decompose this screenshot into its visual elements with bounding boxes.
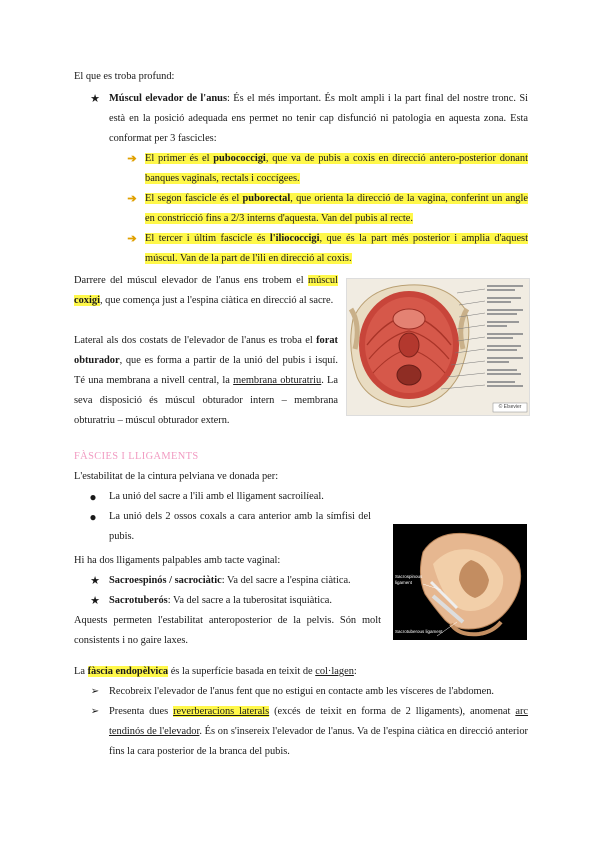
arrow-bullet-icon: ➔ <box>127 193 137 205</box>
endopelvic-term: fàscia endopèlvica <box>87 666 169 677</box>
levator-item-2-pre: El segon fascicle és el <box>145 193 243 204</box>
levator-item-3-term: l'iliococcigi <box>269 233 320 244</box>
endopelvic-mid: és la superfície basada en teixit de <box>168 666 316 677</box>
coccygeus-term-a: múscul <box>307 275 338 286</box>
endopelvic-colagen-term: col·lagen <box>315 666 354 677</box>
endopelvic-item-2-pre: Presenta dues <box>109 706 174 717</box>
obturator-term: forat obturador <box>74 335 338 366</box>
obturator-pre: Lateral als dos costats de l'elevador de l'anus es troba el <box>74 335 317 346</box>
levator-item-2-term: puborectal <box>242 193 291 204</box>
dot-bullet-icon: ● <box>89 490 97 504</box>
pelvic-floor-figure <box>346 278 530 416</box>
star-bullet-icon: ★ <box>90 595 100 607</box>
star-bullet-icon: ★ <box>90 575 100 587</box>
ligaments-intro: Hi ha dos lligaments palpables amb tacte vaginal: <box>74 555 281 566</box>
levator-item-2-post: , que orienta la direcció de la vagina, conferint un angle en constricció fins a 2/3 interns d'aquesta. Van del pubis al recte. <box>145 193 528 224</box>
endopelvic-item-2-post: . És on s'insereix l'elevador de l'anus. Va de l'espina ciàtica en direcció anterior fins la cara posterior de la branca del pubis. <box>109 726 528 757</box>
figure2-label-sacrotuberous: Sacrotuberous ligament <box>395 629 443 634</box>
levator-item-3 <box>145 229 528 269</box>
stability-intro: L'estabilitat de la cintura pelviana ve donada per: <box>74 471 279 482</box>
levator-item-3-pre: El tercer i últim fascicle és <box>145 233 270 244</box>
ligament-item-1-term: Sacroespinós / sacrociàtic <box>109 575 222 586</box>
endopelvic-item-1: Recobreix l'elevador de l'anus fent que no estigui en contacte amb les vísceres de l'abdomen. <box>109 686 495 697</box>
levator-term: Múscul elevador de l'anus <box>109 93 227 104</box>
obturator-mid: , que es forma a partir de la unió del pubis i isquí. Té una membrana a nivell central, la <box>74 355 338 386</box>
obturator-post: . La seva disposició és múscul obturador intern – membrana obturatriu – múscul obturador extern. <box>74 375 338 426</box>
endopelvic-item-2 <box>109 702 528 762</box>
section-heading: FÀSCIES I LLIGAMENTS <box>74 451 199 462</box>
star-bullet-icon: ★ <box>90 93 100 105</box>
levator-item-1-term: pubococcigi <box>213 153 266 164</box>
coccygeus-post: , que comença just a l'espina ciàtica en direcció al sacre. <box>99 295 334 306</box>
pelvis-ligament-figure <box>393 524 527 640</box>
triangle-bullet-icon: ➢ <box>90 686 100 697</box>
pelvic-floor-illustration <box>347 279 529 415</box>
levator-paragraph <box>109 89 528 149</box>
ligament-item-2-term: Sacrotuberós <box>109 595 168 606</box>
figure2-label-sacrospinous: Sacrospinous ligament <box>395 574 423 585</box>
ligament-item-1-post: : Va del sacre a l'espina ciàtica. <box>221 575 351 586</box>
ligaments-outro: Aquests permeten l'estabilitat anteroposterior de la pelvis. Són molt consistents i no gaire laxes. <box>74 615 381 646</box>
coccygeus-term-b: coxigi <box>74 295 100 306</box>
endopelvic-item-2-term: reverberacions laterals <box>173 706 270 717</box>
arrow-bullet-icon: ➔ <box>127 233 137 245</box>
coccygeus-pre: Darrere del múscul elevador de l'anus ens trobem el <box>74 275 308 286</box>
figure1-copyright-label: © Elsevier <box>498 404 522 410</box>
levator-item-1-post: , que va de pubis a coxis en direcció antero-posterior donant banques vaginals, rectals i coccígees. <box>145 153 528 184</box>
stability-item-1: La unió del sacre a l'ili amb el lligament sacroilíeal. <box>109 491 324 502</box>
coccygeus-paragraph <box>74 271 338 311</box>
obturator-membrane-term: membrana obturatriu <box>233 375 322 386</box>
obturator-paragraph <box>74 331 338 431</box>
levator-item-1-pre: El primer és el <box>145 153 214 164</box>
ligament-item-2 <box>109 591 381 611</box>
dot-bullet-icon: ● <box>89 510 97 524</box>
endopelvic-item-2-term2: arc tendinós de l'elevador <box>109 706 529 737</box>
endopelvic-intro <box>74 662 528 682</box>
arrow-bullet-icon: ➔ <box>127 153 137 165</box>
levator-item-2 <box>145 189 528 229</box>
endopelvic-item-2-mid: (excés de teixit en forma de 2 lligaments), anomenat <box>269 706 516 717</box>
levator-item-1 <box>145 149 528 189</box>
intro-line: El que es troba profund: <box>74 71 175 82</box>
stability-item-2: La unió dels 2 ossos coxals a cara anterior amb la símfisi del pubis. <box>109 511 371 542</box>
endopelvic-post: : <box>353 666 357 677</box>
levator-desc: : És el més important. És molt ampli i la part final del nostre tronc. Si està en la posició adequada ens permet no tenir cap disfunció ni patologia en aquesta zona. Esta conformat per 3 fascicles: <box>109 93 528 144</box>
endopelvic-pre: La <box>74 666 88 677</box>
triangle-bullet-icon: ➢ <box>90 706 100 717</box>
levator-item-3-post: , que és la part més posterior i amplia d'aquest múscul. Van de la part de l'ili en direcció al coxis. <box>145 233 528 264</box>
ligament-item-2-post: : Va del sacre a la tuberositat isquiàtica. <box>167 595 332 606</box>
ligament-item-1 <box>109 571 381 591</box>
